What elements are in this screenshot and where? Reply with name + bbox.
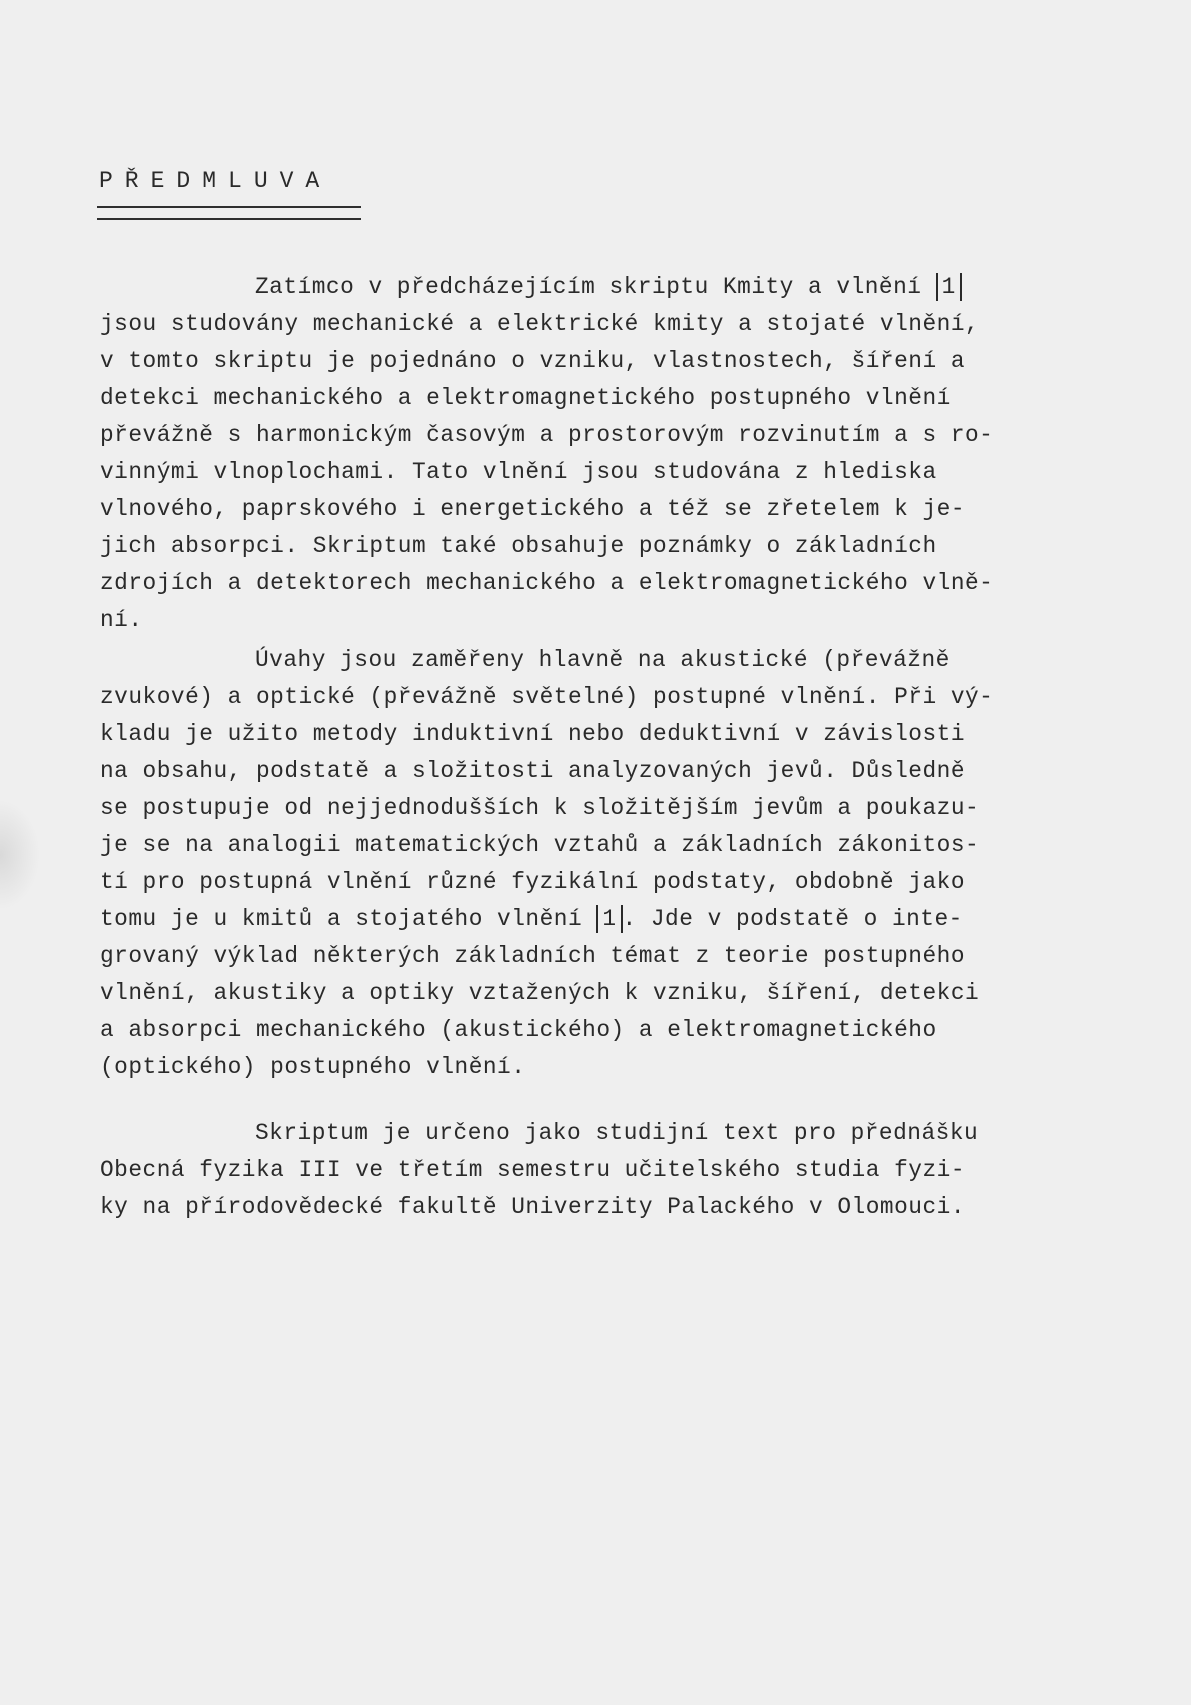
line-text: jsou studovány mechanické a elektrické kmity a stojaté vlnění, <box>100 311 980 337</box>
line-text: Skriptum je určeno jako studijní text pro přednášku <box>255 1120 979 1146</box>
title-underline-bottom <box>97 218 361 220</box>
text-line <box>100 1155 965 1185</box>
text-line <box>100 346 965 376</box>
text-line <box>100 756 965 786</box>
title-underline-top <box>97 206 361 208</box>
text-line <box>100 978 979 1008</box>
line-text: se postupuje od nejjednodušších k složitějším jevům a poukazu- <box>100 795 980 821</box>
line-text: ky na přírodovědecké fakultě Univerzity Palackého v Olomouci. <box>100 1194 966 1220</box>
text-line <box>100 1015 937 1045</box>
text-line <box>100 531 937 561</box>
text-line <box>255 1118 978 1148</box>
paper-tear-mark <box>0 800 40 910</box>
line-text: a absorpci mechanického (akustického) a elektromagnetického <box>100 1017 937 1043</box>
citation-reference: 1 <box>936 273 962 301</box>
text-line <box>100 568 993 598</box>
page-title: PŘEDMLUVA <box>99 168 332 194</box>
text-line <box>255 272 962 302</box>
line-text: je se na analogii matematických vztahů a základních zákonitos- <box>100 832 980 858</box>
line-text: ní. <box>100 607 143 633</box>
text-line <box>100 719 965 749</box>
text-line <box>100 830 979 860</box>
line-text: detekci mechanického a elektromagnetického postupného vlnění <box>100 385 951 411</box>
line-text-after-citation: . Jde v podstatě o inte- <box>622 906 963 932</box>
text-line <box>100 867 965 897</box>
line-text: jich absorpci. Skriptum také obsahuje poznámky o základních <box>100 533 937 559</box>
text-line <box>100 457 937 487</box>
text-line <box>100 494 965 524</box>
line-text: tí pro postupná vlnění různé fyzikální podstaty, obdobně jako <box>100 869 966 895</box>
text-line <box>100 941 965 971</box>
text-line <box>100 793 979 823</box>
line-text: převážně s harmonickým časovým a prostorovým rozvinutím a s ro- <box>100 422 994 448</box>
line-text: v tomto skriptu je pojednáno o vzniku, vlastnostech, šíření a <box>100 348 966 374</box>
text-line <box>100 605 143 635</box>
text-line <box>100 1052 525 1082</box>
line-text: vlnění, akustiky a optiky vztažených k vzniku, šíření, detekci <box>100 980 980 1006</box>
line-text: tomu je u kmitů a stojatého vlnění <box>100 906 597 932</box>
text-line <box>255 645 950 675</box>
line-text: (optického) postupného vlnění. <box>100 1054 526 1080</box>
line-text: na obsahu, podstatě a složitosti analyzovaných jevů. Důsledně <box>100 758 966 784</box>
text-line <box>100 383 951 413</box>
text-line <box>100 904 963 934</box>
line-text: Zatímco v předcházejícím skriptu Kmity a vlnění <box>255 274 936 300</box>
text-line <box>100 309 979 339</box>
line-text: vlnového, paprskového i energetického a též se zřetelem k je- <box>100 496 966 522</box>
line-text: zdrojích a detektorech mechanického a elektromagnetického vlně- <box>100 570 994 596</box>
text-line <box>100 1192 965 1222</box>
text-line <box>100 682 993 712</box>
line-text: kladu je užito metody induktivní nebo deduktivní v závislosti <box>100 721 966 747</box>
line-text: vinnými vlnoplochami. Tato vlnění jsou studována z hlediska <box>100 459 937 485</box>
text-line <box>100 420 993 450</box>
line-text: zvukové) a optické (převážně světelné) postupné vlnění. Při vý- <box>100 684 994 710</box>
citation-reference: 1 <box>596 905 622 933</box>
line-text: grovaný výklad některých základních témat z teorie postupného <box>100 943 966 969</box>
line-text: Obecná fyzika III ve třetím semestru učitelského studia fyzi- <box>100 1157 966 1183</box>
line-text: Úvahy jsou zaměřeny hlavně na akustické (převážně <box>255 647 950 673</box>
